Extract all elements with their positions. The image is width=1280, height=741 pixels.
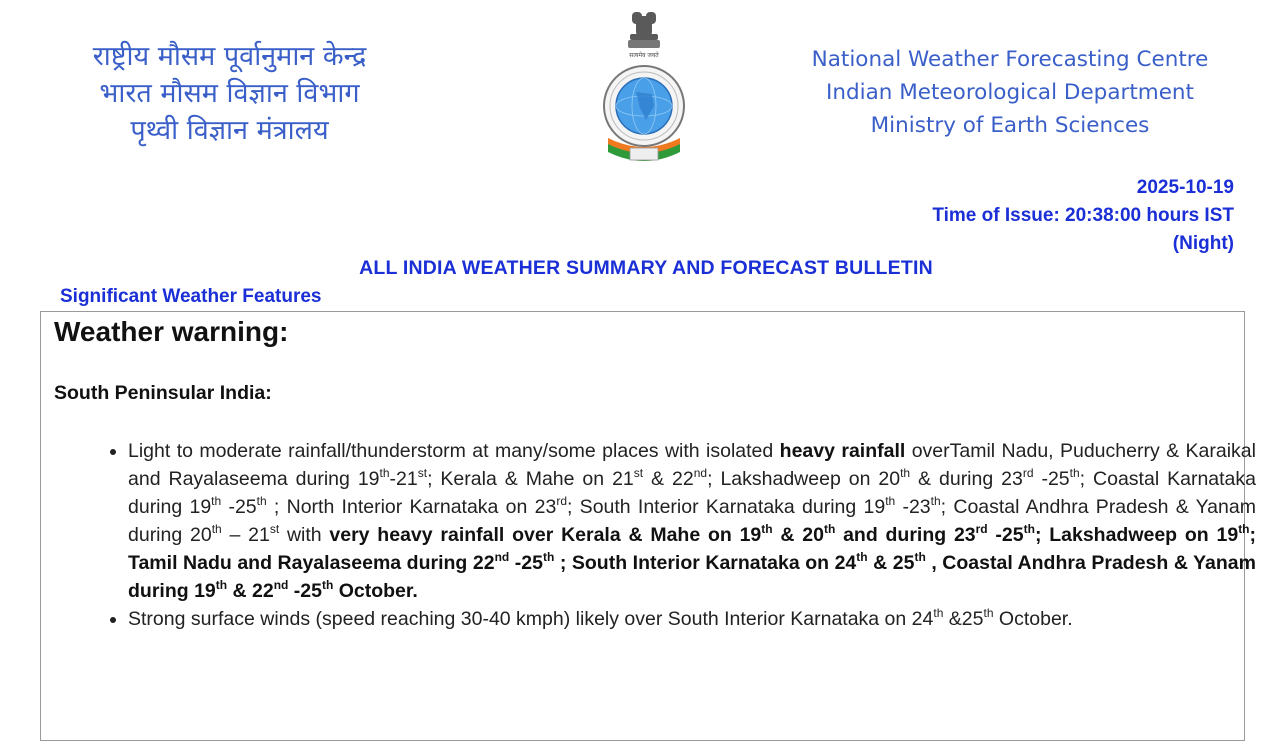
hindi-line-1: राष्ट्रीय मौसम पूर्वानुमान केन्द्र (92, 41, 367, 72)
emblem-motto: सत्यमेव जयते (629, 52, 659, 59)
english-line-2: Indian Meteorological Department (826, 80, 1194, 105)
hindi-line-3: पृथ्वी विज्ञान मंत्रालय (130, 115, 329, 146)
warning-title: Weather warning: (54, 316, 289, 347)
warning-bullet-list (101, 437, 1256, 633)
issue-session: (Night) (1172, 233, 1234, 254)
english-line-1: National Weather Forecasting Centre (811, 47, 1209, 72)
issue-meta (932, 174, 1234, 258)
issue-date: 2025-10-19 (1136, 177, 1234, 198)
issue-time: Time of Issue: 20:38:00 hours IST (932, 205, 1234, 226)
warning-bullet: • Light to moderate rainfall/thunderstorm at many/some places with isolated heavy rainfall overTamil Nadu, Puducherry & Karaikal and Rayalaseema during 19th-21st; Kerala & Mahe on 21st & 22nd; Lakshadweep on 20th & during 23rd -25th; Coastal Karnataka during 19th -25th ; North Interior Karnataka on 23rd; South Interior Karnataka during 19th -23th; Coastal Andhra Pradesh & Yanam during 20th – 21st with very heavy rainfall over Kerala & Mahe on 19th & 20th and during 23rd -25th; Lakshadweep on 19th; Tamil Nadu and Rayalaseema during 22nd -25th ; South Interior Karnataka on 24th & 25th , Coastal Andhra Pradesh & Yanam during 19th & 22nd -25th October. (128, 437, 1256, 605)
imd-emblem-logo (598, 10, 690, 165)
english-line-3: Ministry of Earth Sciences (870, 113, 1150, 138)
weather-warning-box (40, 311, 1257, 741)
hindi-line-2: भारत मौसम विज्ञान विभाग (99, 78, 360, 109)
region-heading: South Peninsular India: (54, 382, 272, 404)
warning-bullet: • Strong surface winds (speed reaching 30-40 kmph) likely over South Interior Karnataka on 24th &25th October. (128, 605, 1256, 633)
bulletin-title: ALL INDIA WEATHER SUMMARY AND FORECAST BULLETIN (359, 257, 933, 279)
section-title: Significant Weather Features (60, 286, 322, 307)
english-header (790, 43, 1230, 142)
hindi-header (62, 38, 397, 149)
